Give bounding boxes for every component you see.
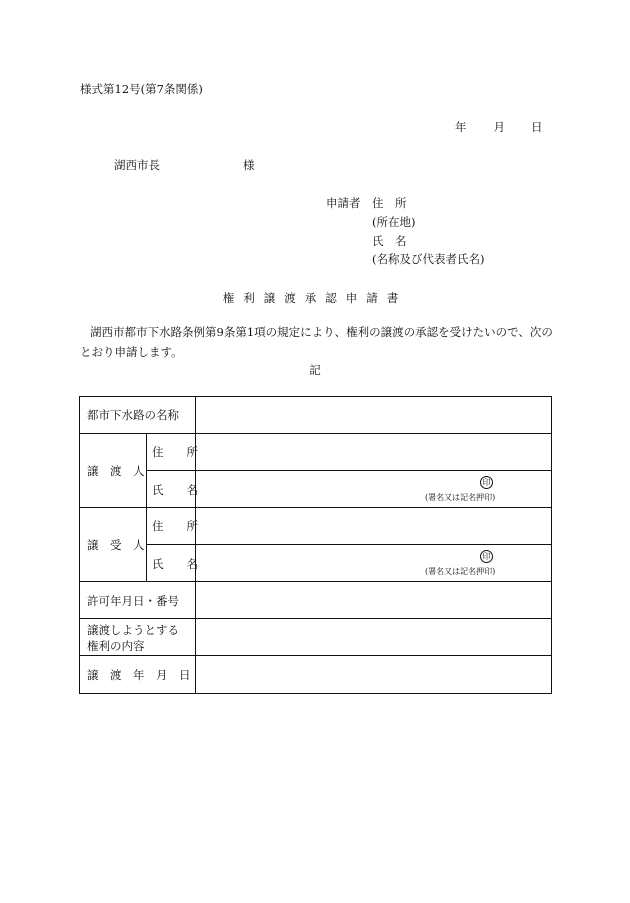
date-day: 日: [531, 120, 543, 134]
applicant-name-sub: (名称及び代表者氏名): [372, 252, 485, 266]
rights-label-line2: 権利の内容: [87, 639, 145, 653]
body-text: 湖西市都市下水路条例第9条第1項の規定により、権利の譲渡の承認を受けたいので、次のとおり申請します。: [80, 325, 553, 359]
document-title: 権利譲渡承認申請書: [222, 291, 408, 305]
transferee-name-label: 氏 名: [152, 557, 198, 571]
transferee-seal-icon: 印: [480, 550, 493, 563]
transferor-seal-icon: 印: [480, 476, 493, 489]
transferee-label: 譲 受 人: [87, 538, 145, 552]
addressee: 湖西市長: [114, 158, 160, 172]
transfer-date-label: 譲 渡 年 月 日: [87, 668, 191, 682]
transferor-seal-note: (署名又は記名押印): [425, 493, 496, 502]
permit-field[interactable]: [200, 586, 545, 614]
permit-label: 許可年月日・番号: [87, 594, 179, 608]
form-number: 様式第12号(第7条関係): [80, 82, 203, 96]
honorific: 様: [243, 158, 255, 172]
transferor-address-field[interactable]: [200, 437, 545, 465]
transferee-address-field[interactable]: [200, 511, 545, 539]
transfer-date-field[interactable]: [200, 660, 545, 688]
applicant-role: 申請者: [326, 196, 361, 210]
sewer-name-label: 都市下水路の名称: [87, 408, 179, 422]
applicant-name-label: 氏 名: [372, 234, 407, 248]
transferor-address-label: 住 所: [152, 445, 198, 459]
date-year: 年: [455, 120, 467, 134]
rights-label-line1: 譲渡しようとする: [87, 623, 179, 637]
date-line: [455, 119, 543, 135]
applicant-address-sub: (所在地): [372, 215, 416, 229]
sewer-name-field[interactable]: [200, 401, 545, 429]
applicant-address-label: 住 所: [372, 196, 407, 210]
transferee-address-label: 住 所: [152, 519, 198, 533]
rights-field[interactable]: [200, 623, 545, 651]
application-table: [79, 396, 552, 694]
transferor-label: 譲 渡 人: [87, 464, 145, 478]
ki-mark: 記: [309, 363, 321, 377]
transferor-name-label: 氏 名: [152, 483, 198, 497]
transferee-seal-note: (署名又は記名押印): [425, 567, 496, 576]
date-month: 月: [493, 120, 505, 134]
